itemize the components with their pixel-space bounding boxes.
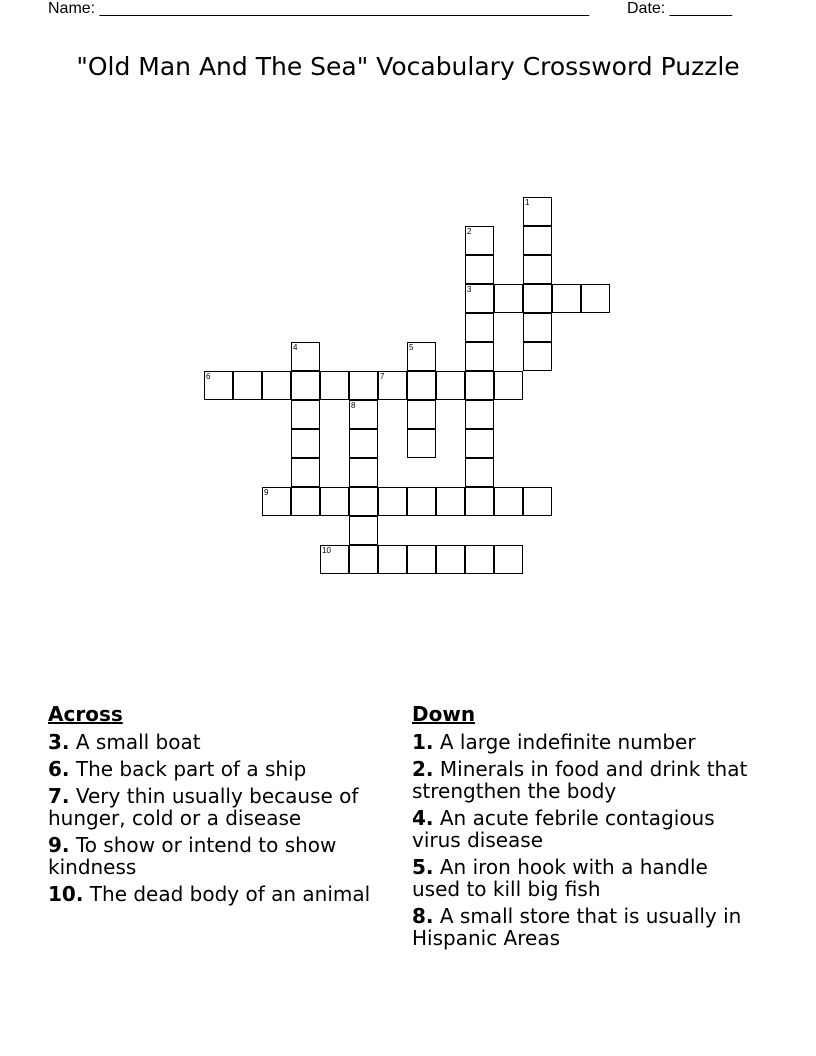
grid-cell[interactable] <box>349 545 378 574</box>
grid-cell[interactable] <box>349 487 378 516</box>
clue-text: An acute febrile contagious virus disease <box>412 806 715 852</box>
clue-down-2 <box>412 758 757 802</box>
cell-number: 2 <box>467 227 472 236</box>
cell-number: 1 <box>525 198 530 207</box>
grid-cell[interactable] <box>320 487 349 516</box>
grid-cell[interactable] <box>291 429 320 458</box>
grid-cell[interactable] <box>494 545 523 574</box>
grid-cell[interactable] <box>523 226 552 255</box>
clue-text: Very thin usually because of hunger, cold or a disease <box>48 784 359 830</box>
clue-number: 7. <box>48 784 70 808</box>
grid-cell[interactable] <box>581 284 610 313</box>
grid-cell[interactable] <box>465 371 494 400</box>
clue-number: 10. <box>48 882 84 906</box>
grid-cell[interactable] <box>494 487 523 516</box>
clue-down-4 <box>412 807 757 851</box>
grid-cell[interactable] <box>494 371 523 400</box>
clue-number: 6. <box>48 757 70 781</box>
clue-number: 4. <box>412 806 434 830</box>
grid-cell[interactable] <box>320 371 349 400</box>
grid-cell[interactable] <box>407 487 436 516</box>
grid-cell[interactable] <box>320 545 349 574</box>
clue-across-6 <box>48 758 393 780</box>
clue-text: A large indefinite number <box>439 730 696 754</box>
grid-cell[interactable] <box>436 487 465 516</box>
grid-cell[interactable] <box>291 400 320 429</box>
grid-cell[interactable] <box>233 371 262 400</box>
grid-cell[interactable] <box>465 545 494 574</box>
cell-number: 10 <box>322 546 331 555</box>
clue-down-1 <box>412 731 757 753</box>
clue-text: A small store that is usually in Hispanic Areas <box>412 904 742 950</box>
name-field[interactable]: Name: _______________________________________________________ <box>48 0 589 17</box>
clue-text: To show or intend to show kindness <box>48 833 337 879</box>
down-clues <box>412 703 757 954</box>
clue-text: Minerals in food and drink that strengthen the body <box>412 757 748 803</box>
clue-number: 8. <box>412 904 434 928</box>
clue-number: 2. <box>412 757 434 781</box>
clue-number: 5. <box>412 855 434 879</box>
grid-cell[interactable] <box>523 197 552 226</box>
cell-number: 4 <box>293 343 298 352</box>
clue-number: 1. <box>412 730 434 754</box>
grid-cell[interactable] <box>291 487 320 516</box>
grid-cell[interactable] <box>465 487 494 516</box>
grid-cell[interactable] <box>465 313 494 342</box>
grid-cell[interactable] <box>291 342 320 371</box>
grid-cell[interactable] <box>465 284 494 313</box>
page-title: "Old Man And The Sea" Vocabulary Crossword Puzzle <box>76 52 740 81</box>
grid-cell[interactable] <box>494 284 523 313</box>
across-clues <box>48 703 393 910</box>
cell-number: 8 <box>351 401 356 410</box>
across-heading: Across <box>48 702 123 726</box>
clue-number: 3. <box>48 730 70 754</box>
grid-cell[interactable] <box>465 458 494 487</box>
date-field[interactable]: Date: _______ <box>627 0 732 17</box>
grid-cell[interactable] <box>523 342 552 371</box>
clue-number: 9. <box>48 833 70 857</box>
grid-cell[interactable] <box>465 226 494 255</box>
grid-cell[interactable] <box>349 371 378 400</box>
grid-cell[interactable] <box>262 487 291 516</box>
grid-cell[interactable] <box>465 342 494 371</box>
grid-cell[interactable] <box>523 487 552 516</box>
clue-text: The back part of a ship <box>75 757 307 781</box>
grid-cell[interactable] <box>407 429 436 458</box>
grid-cell[interactable] <box>407 400 436 429</box>
grid-cell[interactable] <box>204 371 233 400</box>
grid-cell[interactable] <box>349 429 378 458</box>
cell-number: 5 <box>409 343 414 352</box>
cell-number: 7 <box>380 372 385 381</box>
grid-cell[interactable] <box>349 458 378 487</box>
grid-cell[interactable] <box>291 458 320 487</box>
grid-cell[interactable] <box>378 487 407 516</box>
grid-cell[interactable] <box>407 545 436 574</box>
grid-cell[interactable] <box>349 516 378 545</box>
clue-text: An iron hook with a handle used to kill big fish <box>412 855 708 901</box>
clue-across-10 <box>48 883 393 905</box>
grid-cell[interactable] <box>465 429 494 458</box>
grid-cell[interactable] <box>407 371 436 400</box>
clue-text: A small boat <box>75 730 201 754</box>
grid-cell[interactable] <box>291 371 320 400</box>
grid-cell[interactable] <box>552 284 581 313</box>
grid-cell[interactable] <box>465 400 494 429</box>
clue-across-9 <box>48 834 393 878</box>
clue-down-8 <box>412 905 757 949</box>
clue-across-7 <box>48 785 393 829</box>
clue-text: The dead body of an animal <box>89 882 371 906</box>
clue-across-3 <box>48 731 393 753</box>
grid-cell[interactable] <box>436 545 465 574</box>
grid-cell[interactable] <box>262 371 291 400</box>
cell-number: 3 <box>467 285 472 294</box>
grid-cell[interactable] <box>378 371 407 400</box>
grid-cell[interactable] <box>523 313 552 342</box>
grid-cell[interactable] <box>349 400 378 429</box>
grid-cell[interactable] <box>523 255 552 284</box>
clue-down-5 <box>412 856 757 900</box>
grid-cell[interactable] <box>436 371 465 400</box>
down-heading: Down <box>412 702 476 726</box>
grid-cell[interactable] <box>407 342 436 371</box>
grid-cell[interactable] <box>523 284 552 313</box>
grid-cell[interactable] <box>378 545 407 574</box>
cell-number: 9 <box>264 488 269 497</box>
grid-cell[interactable] <box>465 255 494 284</box>
cell-number: 6 <box>206 372 211 381</box>
